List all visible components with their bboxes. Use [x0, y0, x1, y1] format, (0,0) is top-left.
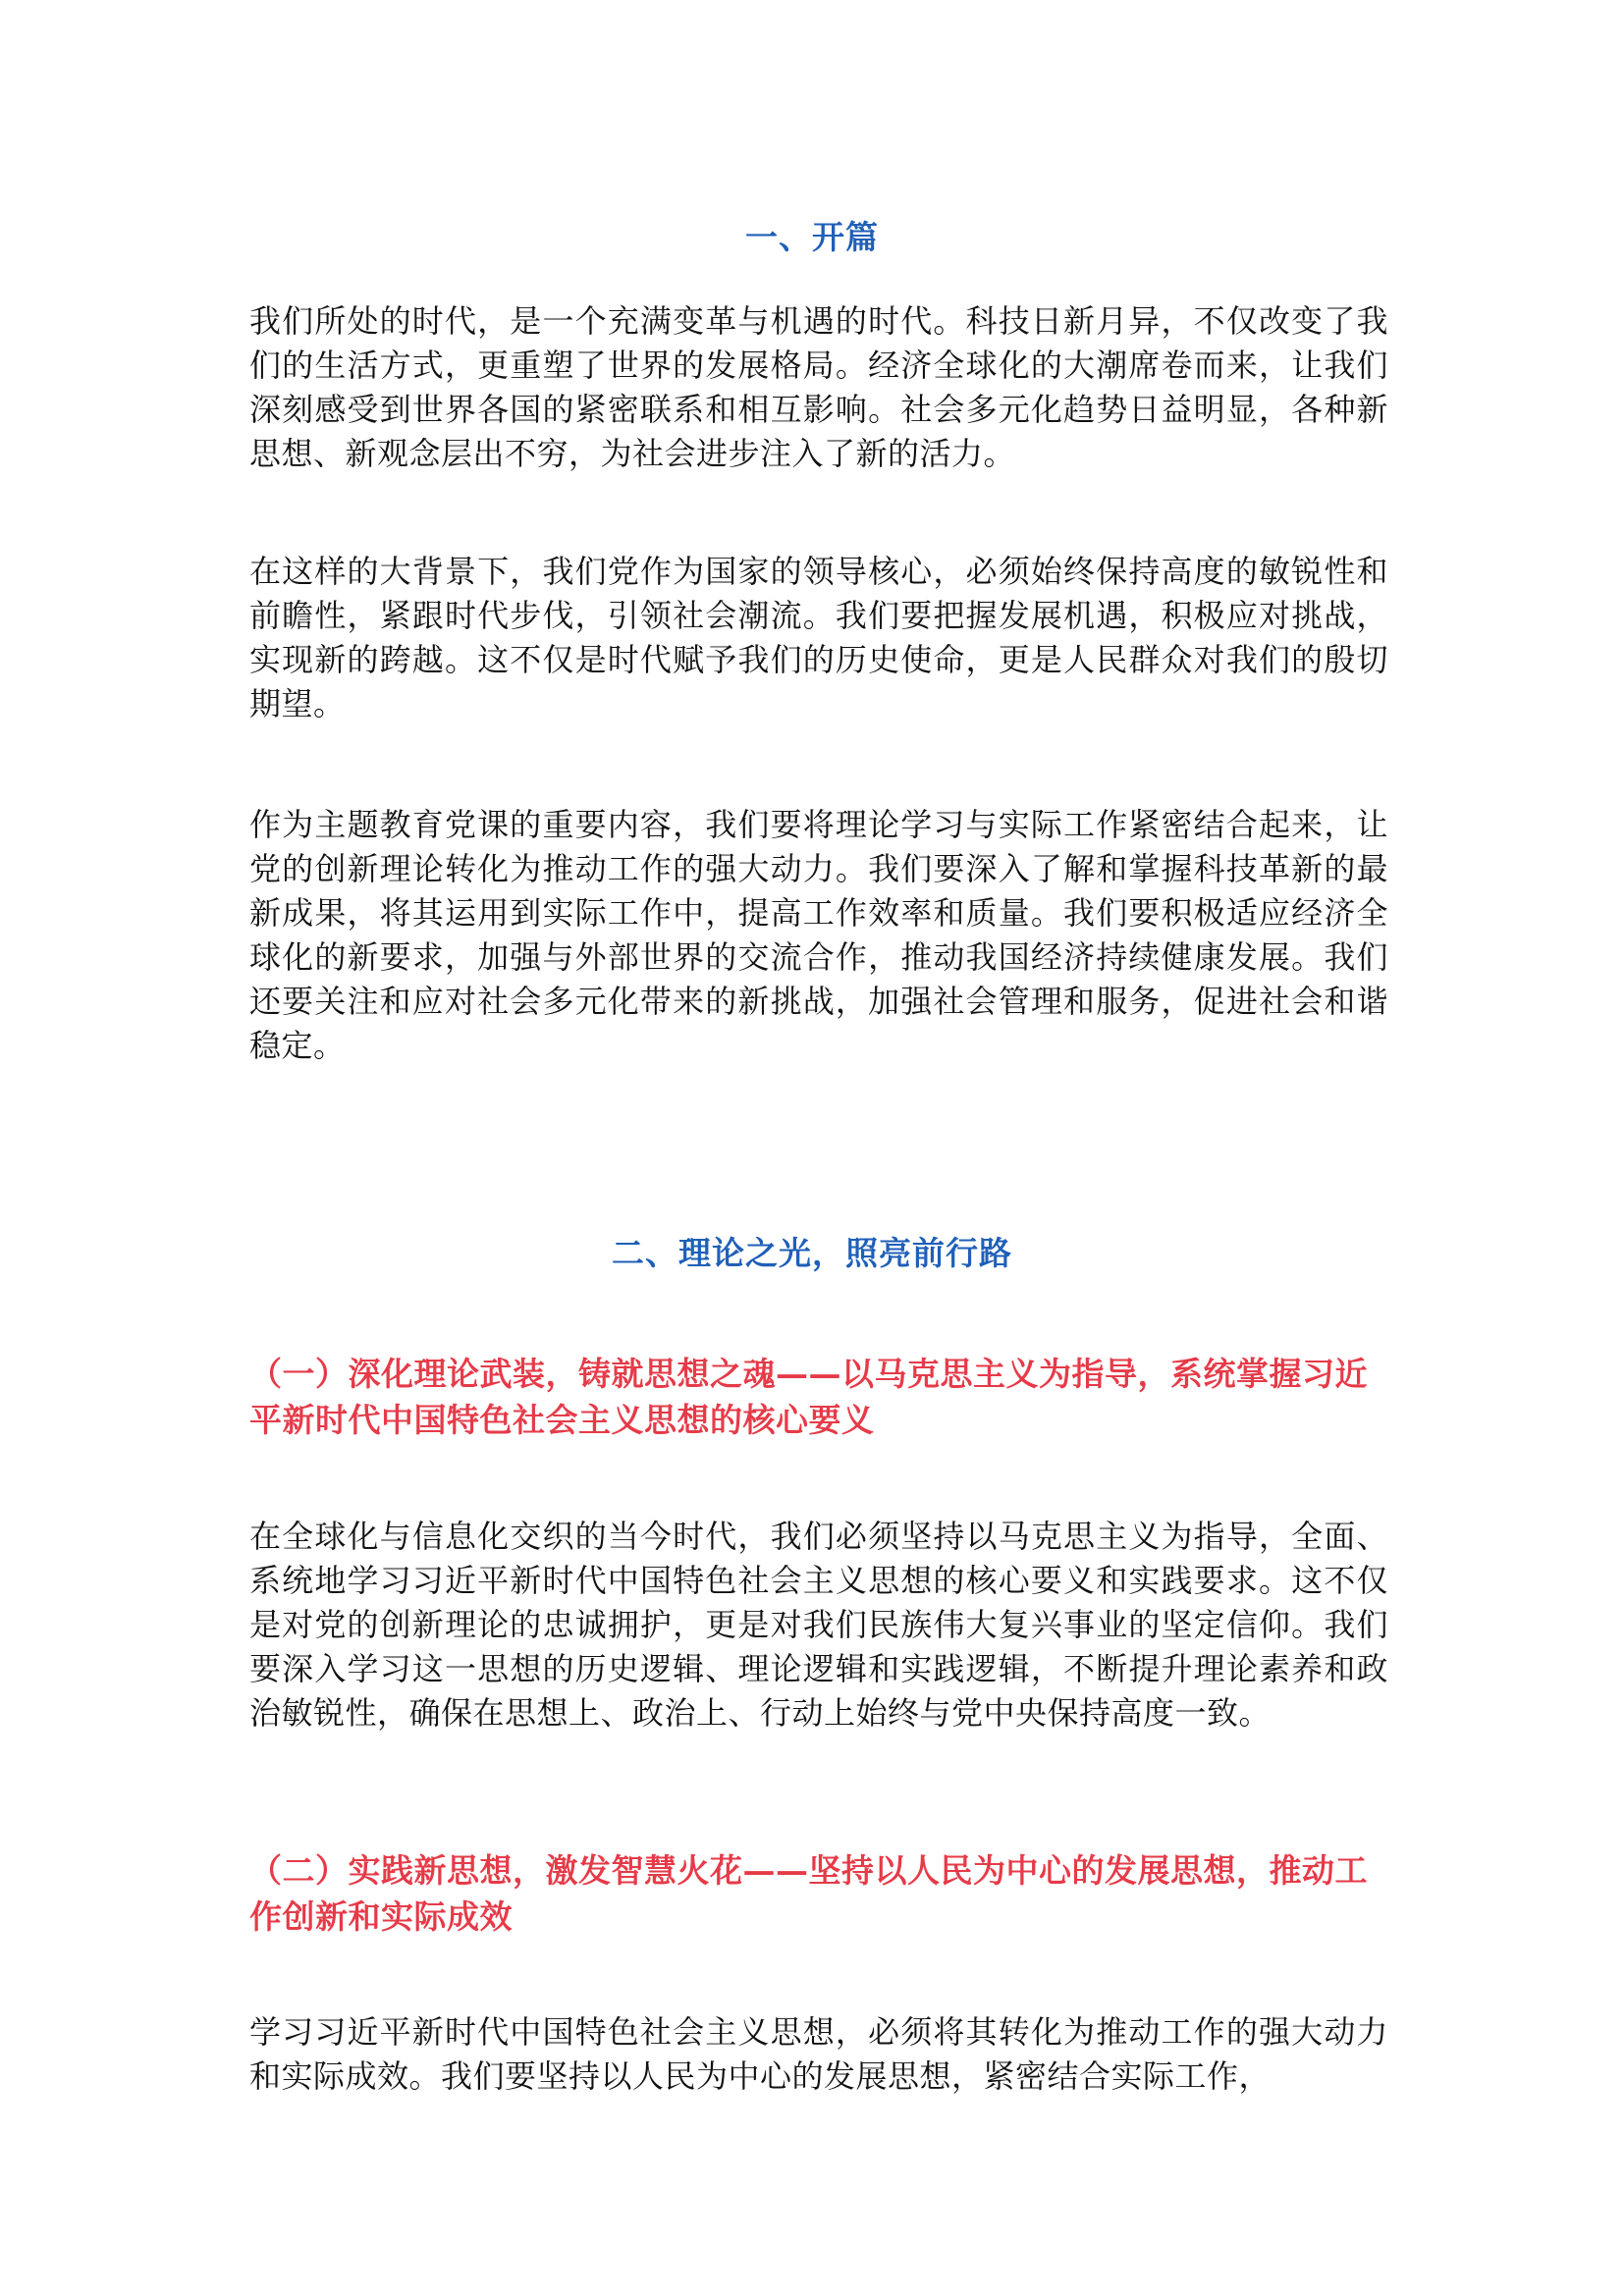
section-heading-theory: 二、理论之光，照亮前行路: [612, 1234, 1012, 1272]
section-heading-opening: 一、开篇: [745, 218, 879, 256]
subsection-heading-2: （二）实践新思想，激发智慧火花——坚持以人民为中心的发展思想，推动工作创新和实际成效: [249, 1851, 1368, 1936]
paragraph: 我们所处的时代，是一个充满变革与机遇的时代。科技日新月异，不仅改变了我们的生活方式，更重塑了世界的发展格局。经济全球化的大潮席卷而来，让我们深刻感受到世界各国的紧密联系和相互影响。社会多元化趋势日益明显，各种新思想、新观念层出不穷，为社会进步注入了新的活力。: [249, 302, 1388, 472]
subsection-heading-1: （一）深化理论武装，铸就思想之魂——以马克思主义为指导，系统掌握习近平新时代中国特色社会主义思想的核心要义: [249, 1355, 1368, 1439]
paragraph: 作为主题教育党课的重要内容，我们要将理论学习与实际工作紧密结合起来，让党的创新理论转化为推动工作的强大动力。我们要深入了解和掌握科技革新的最新成果，将其运用到实际工作中，提高工作效率和质量。我们要积极适应经济全球化的新要求，加强与外部世界的交流合作，推动我国经济持续健康发展。我们还要关注和应对社会多元化带来的新挑战，加强社会管理和服务，促进社会和谐稳定。: [249, 806, 1388, 1064]
paragraph: 在全球化与信息化交织的当今时代，我们必须坚持以马克思主义为指导，全面、系统地学习习近平新时代中国特色社会主义思想的核心要义和实践要求。这不仅是对党的创新理论的忠诚拥护，更是对我们民族伟大复兴事业的坚定信仰。我们要深入学习这一思想的历史逻辑、理论逻辑和实践逻辑，不断提升理论素养和政治敏锐性，确保在思想上、政治上、行动上始终与党中央保持高度一致。: [249, 1518, 1388, 1732]
paragraph: 在这样的大背景下，我们党作为国家的领导核心，必须始终保持高度的敏锐性和前瞻性，紧跟时代步伐，引领社会潮流。我们要把握发展机遇，积极应对挑战，实现新的跨越。这不仅是时代赋予我们的历史使命，更是人民群众对我们的殷切期望。: [249, 553, 1388, 722]
paragraph: 学习习近平新时代中国特色社会主义思想，必须将其转化为推动工作的强大动力和实际成效。我们要坚持以人民为中心的发展思想，紧密结合实际工作，: [249, 2013, 1388, 2095]
